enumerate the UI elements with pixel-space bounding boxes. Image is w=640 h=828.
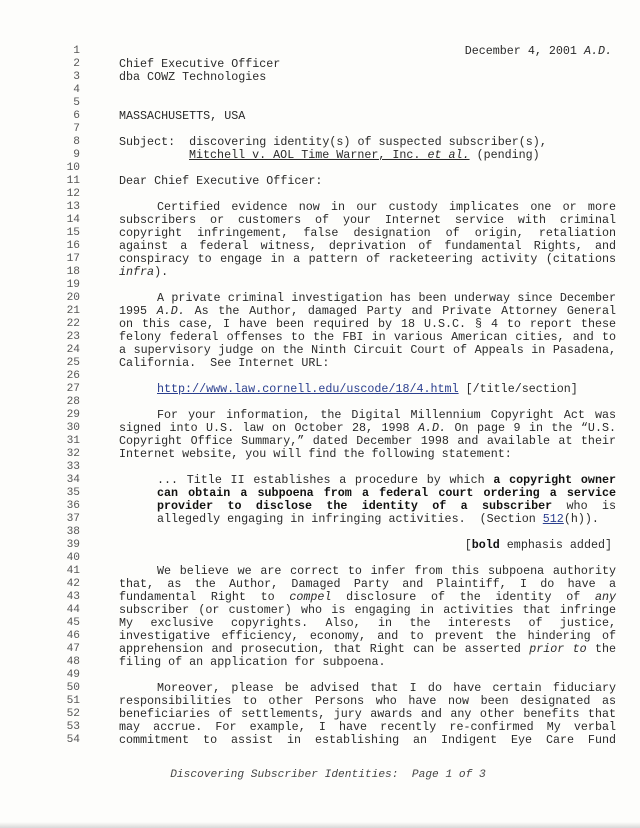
text-line	[119, 71, 616, 84]
text-run: subscriber (or customer) who is engaging in activities that infringe	[119, 603, 616, 617]
text-run: disclosure of the identity of	[331, 590, 595, 604]
text-line	[119, 656, 616, 669]
text-line	[119, 175, 616, 188]
text-run: responsibilities to other Persons who have now been designated as	[119, 694, 616, 708]
line-number: 6	[73, 110, 80, 122]
text-run: et al.	[427, 148, 470, 162]
line-number: 17	[66, 253, 80, 265]
text-run: commitment to assist in establishing an Indigent Eye Care Fund	[119, 733, 616, 747]
text-run: (pending)	[469, 148, 540, 162]
line-number: 36	[66, 500, 80, 512]
line-number: 27	[66, 383, 80, 395]
text-run: Chief Executive Officer	[119, 57, 281, 71]
text-line	[119, 266, 616, 279]
line-number: 9	[73, 149, 80, 161]
line-number: 1	[73, 45, 80, 57]
line-number: 26	[66, 370, 80, 382]
text-run: California. See Internet URL:	[119, 356, 330, 370]
line-number: 34	[66, 474, 80, 486]
line-number: 35	[66, 487, 80, 499]
line-number: 41	[66, 565, 80, 577]
text-run: A.D.	[583, 44, 612, 58]
text-line	[119, 253, 616, 266]
line-number: 3	[73, 71, 80, 83]
text-run: can obtain a subpoena from a federal court ordering a service	[157, 486, 616, 500]
line-number: 20	[66, 292, 80, 304]
line-number: 50	[66, 682, 80, 694]
line-number: 11	[66, 175, 80, 187]
line-number: 46	[66, 630, 80, 642]
text-line	[119, 734, 616, 747]
line-number: 19	[66, 279, 80, 291]
text-line	[119, 357, 616, 370]
text-run: Certified evidence now in our custody implicates one or more	[157, 200, 616, 214]
text-run: allegedly engaging in infringing activities. (Section	[157, 512, 543, 526]
text-run: dba COWZ Technologies	[119, 70, 267, 84]
text-run: felony federal offenses to the FBI in various American cities, and to	[119, 330, 616, 344]
text-run: For your information, the Digital Millennium Copyright Act was	[157, 408, 616, 422]
text-run: who is	[552, 499, 616, 513]
line-number: 48	[66, 656, 80, 668]
text-run: Copyright Office Summary,” dated December 1998 and available at their	[119, 434, 616, 448]
line-number: 25	[66, 357, 80, 369]
line-number: 24	[66, 344, 80, 356]
text-line	[119, 110, 616, 123]
text-run: apprehension and prosecution, that Right can be asserted	[119, 642, 530, 656]
text-run: any	[594, 590, 616, 604]
text-run: bold	[471, 538, 500, 552]
hyperlink[interactable]: 512	[542, 512, 564, 526]
text-line	[157, 383, 616, 396]
line-number: 33	[66, 461, 80, 473]
line-number: 51	[66, 695, 80, 707]
text-run: emphasis added]	[499, 538, 612, 552]
line-number: 18	[66, 266, 80, 278]
line-number: 42	[66, 578, 80, 590]
line-number: 8	[73, 136, 80, 148]
text-run: against a federal witness, deprivation of fundamental Rights, and	[119, 239, 616, 253]
line-number: 22	[66, 318, 80, 330]
text-run: December 4, 2001	[464, 44, 584, 58]
line-number: 40	[66, 552, 80, 564]
line-number: 38	[66, 526, 80, 538]
text-run: Mitchell v. AOL Time Warner, Inc.	[189, 148, 428, 162]
text-line	[119, 539, 612, 552]
text-run: ).	[154, 265, 169, 279]
text-run: compel	[289, 590, 332, 604]
text-run: [	[464, 538, 472, 552]
text-run: the	[586, 642, 616, 656]
hyperlink[interactable]: http://www.law.cornell.edu/uscode/18/4.html	[157, 382, 459, 396]
text-run: conspiracy to engage in a pattern of racketeering activity (citations	[119, 252, 616, 266]
text-run: Moreover, please be advised that I do have certain fiduciary	[157, 681, 616, 695]
line-number: 12	[66, 188, 80, 200]
text-run: (h)).	[563, 512, 599, 526]
line-number: 49	[66, 669, 80, 681]
line-number: 14	[66, 214, 80, 226]
text-run: Subject: discovering identity(s) of suspected subscriber(s),	[119, 135, 547, 149]
line-number: 45	[66, 617, 80, 629]
text-run: investigative efficiency, economy, and to prevent the hindering of	[119, 629, 616, 643]
text-run: On page 9 in the “U.S.	[446, 421, 616, 435]
text-run: Internet website, you will find the following statement:	[119, 447, 512, 461]
line-number: 43	[66, 591, 80, 603]
text-run: subscribers or customers of your Internet service with criminal	[119, 213, 616, 227]
line-number: 44	[66, 604, 80, 616]
text-run: Dear Chief Executive Officer:	[119, 174, 323, 188]
line-number: 13	[66, 201, 80, 213]
text-run: We believe we are correct to infer from this subpoena authority	[157, 564, 616, 578]
line-number: 54	[66, 734, 80, 746]
text-run: [/title/section]	[458, 382, 578, 396]
text-line	[157, 513, 616, 526]
text-run: MASSACHUSETTS, USA	[119, 109, 246, 123]
line-number: 31	[66, 435, 80, 447]
text-run: copyright infringement, false designation of origin, retaliation	[119, 226, 616, 240]
text-run: may accrue. For example, I have recently re-confirmed My verbal	[119, 720, 616, 734]
line-number: 2	[73, 58, 80, 70]
line-number: 10	[66, 162, 80, 174]
line-number: 52	[66, 708, 80, 720]
line-number: 28	[66, 396, 80, 408]
text-run: ... Title II establishes a procedure by which	[157, 473, 494, 487]
line-number: 4	[73, 84, 80, 96]
line-number: 37	[66, 513, 80, 525]
text-line	[189, 149, 616, 162]
line-number: 23	[66, 331, 80, 343]
line-number: 30	[66, 422, 80, 434]
text-run: that, as the Author, Damaged Party and Plaintiff, I do have a	[119, 577, 616, 591]
line-number: 5	[73, 97, 80, 109]
line-number: 21	[66, 305, 80, 317]
line-number: 16	[66, 240, 80, 252]
text-run: infra	[119, 265, 155, 279]
text-line	[119, 448, 616, 461]
text-run: fundamental Right to	[119, 590, 290, 604]
text-run: As the Author, damaged Party and Private Attorney General	[184, 304, 616, 318]
text-run: signed into U.S. law on October 28, 1998	[119, 421, 419, 435]
scan-edge	[0, 822, 640, 828]
text-run: beneficiaries of settlements, jury awards and any other benefits that	[119, 707, 616, 721]
text-run: a copyright owner	[493, 473, 616, 487]
line-number: 29	[66, 409, 80, 421]
line-number: 7	[73, 123, 80, 135]
line-number: 15	[66, 227, 80, 239]
line-number: 47	[66, 643, 80, 655]
text-run: on this case, I have been required by 18 U.S.C. § 4 to report these	[119, 317, 616, 331]
page-footer: Discovering Subscriber Identities: Page 1 of 3	[170, 769, 486, 781]
line-number: 53	[66, 721, 80, 733]
line-number: 32	[66, 448, 80, 460]
text-run: a supervisory judge on the Ninth Circuit Court of Appeals in Pasadena,	[119, 343, 616, 357]
text-run: A private criminal investigation has been underway since December	[157, 291, 616, 305]
text-run: A.D.	[418, 421, 447, 435]
line-number: 39	[66, 539, 80, 551]
text-run: provider to disclose the identity of a subscriber	[157, 499, 553, 513]
text-run: prior to	[529, 642, 587, 656]
text-run: 1995	[119, 304, 157, 318]
text-run: My exclusive copyrights. Also, in the interests of justice,	[119, 616, 616, 630]
text-run: filing of an application for subpoena.	[119, 655, 386, 669]
text-run: A.D.	[156, 304, 185, 318]
